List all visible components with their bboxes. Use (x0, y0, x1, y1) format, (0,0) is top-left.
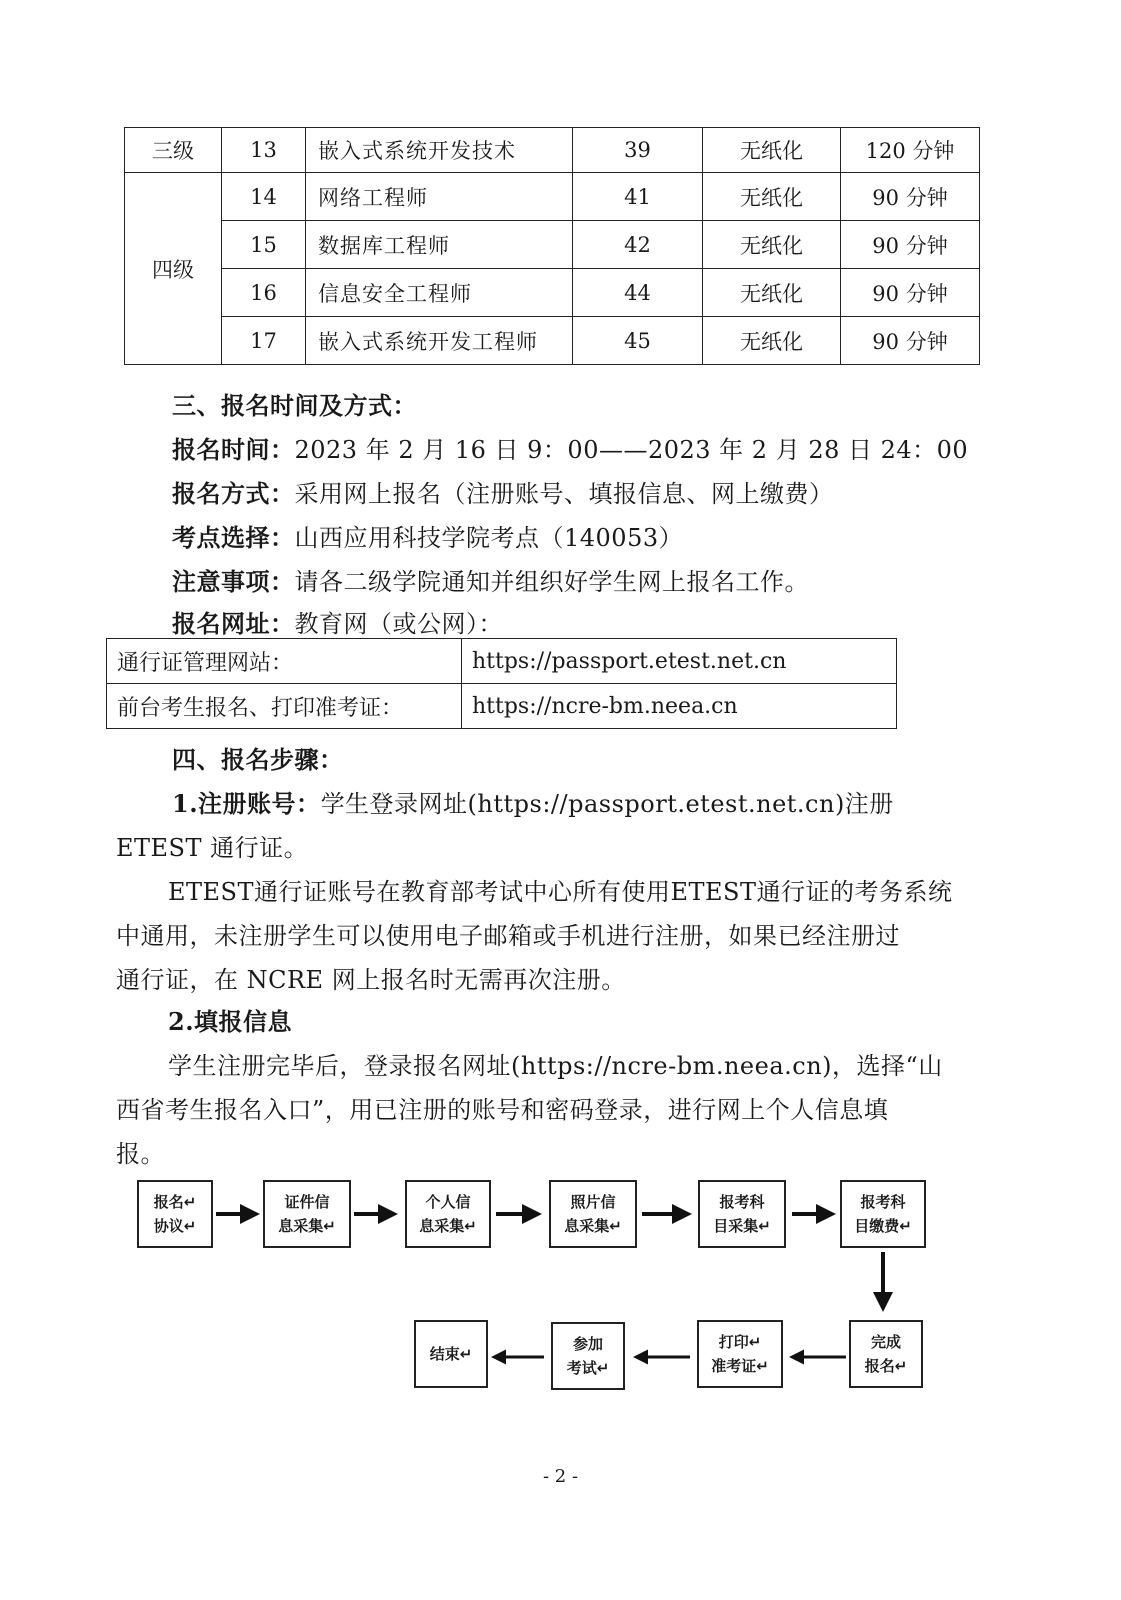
subject-name-cell: 数据库工程师 (306, 221, 573, 269)
duration-cell: 90 分钟 (841, 317, 980, 365)
flow-step-text: 报名↵ (153, 1193, 197, 1211)
table-row (125, 317, 980, 365)
registration-time-label: 报名时间： (172, 435, 295, 464)
duration-cell: 90 分钟 (841, 221, 980, 269)
registration-method-line (172, 474, 834, 509)
flow-step-text: 报考科 (860, 1193, 906, 1211)
passport-url-link[interactable]: https://passport.etest.net.cn (462, 639, 897, 684)
duration-cell: 90 分钟 (841, 173, 980, 221)
flow-step-text: 个人信 (425, 1193, 471, 1211)
flow-step-text: 证件信 (284, 1193, 330, 1211)
level-cell: 三级 (125, 128, 222, 173)
paragraph-line: 报。 (116, 1140, 165, 1168)
flow-step-subject-select (698, 1180, 786, 1248)
no-cell: 17 (222, 317, 306, 365)
mode-cell: 无纸化 (703, 128, 841, 173)
duration-cell: 120 分钟 (841, 128, 980, 173)
code-cell: 41 (573, 173, 703, 221)
flow-step-personal-info (405, 1180, 491, 1248)
flow-step-text: 目缴费↵ (854, 1217, 912, 1235)
ncre-url-link[interactable]: https://ncre-bm.neea.cn (462, 684, 897, 729)
notice-label: 注意事项： (172, 567, 295, 596)
notice-value: 请各二级学院通知并组织好学生网上报名工作。 (294, 568, 809, 596)
table-row (107, 684, 897, 729)
flow-step-text: 参加 (572, 1335, 603, 1353)
exam-site-value: 山西应用科技学院考点（140053） (294, 524, 684, 552)
exam-site-line (172, 518, 683, 553)
flow-step-complete (849, 1320, 923, 1388)
step1-line (172, 784, 894, 819)
paragraph-line: 西省考生报名入口”，用已注册的账号和密码登录，进行网上个人信息填 (116, 1096, 889, 1124)
flow-step-text: 报考科 (719, 1193, 765, 1211)
flow-step-text: 息采集↵ (278, 1217, 336, 1235)
level-cell: 四级 (125, 173, 222, 365)
flow-step-text: 目采集↵ (713, 1217, 771, 1235)
step1-continuation: ETEST 通行证。 (116, 834, 309, 862)
flow-step-agreement (137, 1180, 213, 1248)
flow-step-take-exam (551, 1322, 625, 1390)
duration-cell: 90 分钟 (841, 269, 980, 317)
registration-url-label: 报名网址： (172, 609, 295, 638)
registration-url-value: 教育网（或公网）： (294, 610, 503, 638)
flow-step-text: 协议↵ (153, 1217, 197, 1235)
code-cell: 39 (573, 128, 703, 173)
mode-cell: 无纸化 (703, 221, 841, 269)
section3-heading: 三、报名时间及方式： (172, 391, 417, 420)
registration-method-label: 报名方式： (172, 479, 295, 508)
exam-site-label: 考点选择： (172, 523, 295, 552)
flow-step-id-info (263, 1180, 351, 1248)
url-label-cell: 通行证管理网站： (107, 639, 462, 684)
registration-method-value: 采用网上报名（注册账号、填报信息、网上缴费） (294, 480, 834, 508)
mode-cell: 无纸化 (703, 173, 841, 221)
url-table (106, 638, 897, 729)
flow-step-payment (840, 1180, 926, 1248)
notice-line (172, 562, 809, 597)
flow-step-text: 结束↵ (429, 1345, 473, 1363)
code-cell: 44 (573, 269, 703, 317)
paragraph-line: 通行证，在 NCRE 网上报名时无需再次注册。 (116, 966, 626, 994)
registration-time-line (172, 430, 968, 465)
step1-label: 1.注册账号： (172, 789, 321, 818)
flow-step-photo-info (549, 1180, 637, 1248)
registration-time-value: 2023 年 2 月 16 日 9：00——2023 年 2 月 28 日 24：00 (294, 436, 969, 464)
flow-step-text: 报名↵ (864, 1357, 908, 1375)
section4-heading: 四、报名步骤： (172, 745, 344, 774)
mode-cell: 无纸化 (703, 317, 841, 365)
flow-step-text: 息采集↵ (564, 1217, 622, 1235)
subject-name-cell: 网络工程师 (306, 173, 573, 221)
subject-name-cell: 嵌入式系统开发技术 (306, 128, 573, 173)
step1-text: 学生登录网址(https://passport.etest.net.cn)注册 (320, 790, 894, 818)
url-label-cell: 前台考生报名、打印准考证： (107, 684, 462, 729)
registration-url-line (172, 604, 503, 639)
flow-step-end (414, 1320, 488, 1388)
table-row (107, 639, 897, 684)
paragraph-line: ETEST通行证账号在教育部考试中心所有使用ETEST通行证的考务系统 (168, 878, 953, 906)
code-cell: 45 (573, 317, 703, 365)
no-cell: 13 (222, 128, 306, 173)
page-number: - 2 - (542, 1466, 579, 1487)
flow-step-text: 息采集↵ (419, 1217, 477, 1235)
flow-step-text: 完成 (870, 1333, 901, 1351)
paragraph-line: 中通用，未注册学生可以使用电子邮箱或手机进行注册，如果已经注册过 (116, 922, 900, 950)
flow-step-text: 考试↵ (566, 1359, 610, 1377)
subject-name-cell: 嵌入式系统开发工程师 (306, 317, 573, 365)
paragraph-line: 学生注册完毕后，登录报名网址(https://ncre-bm.neea.cn)，选择“山 (168, 1052, 943, 1080)
no-cell: 16 (222, 269, 306, 317)
table-row (125, 221, 980, 269)
no-cell: 14 (222, 173, 306, 221)
table-row (125, 269, 980, 317)
step2-heading: 2.填报信息 (168, 1007, 293, 1036)
subject-name-cell: 信息安全工程师 (306, 269, 573, 317)
table-row (125, 173, 980, 221)
flow-step-text: 打印↵ (718, 1333, 762, 1351)
mode-cell: 无纸化 (703, 269, 841, 317)
flow-step-text: 准考证↵ (711, 1357, 769, 1375)
flow-step-print-admission (697, 1320, 783, 1388)
no-cell: 15 (222, 221, 306, 269)
exam-subject-table (124, 127, 980, 365)
table-row (125, 128, 980, 173)
code-cell: 42 (573, 221, 703, 269)
flow-step-text: 照片信 (570, 1193, 616, 1211)
